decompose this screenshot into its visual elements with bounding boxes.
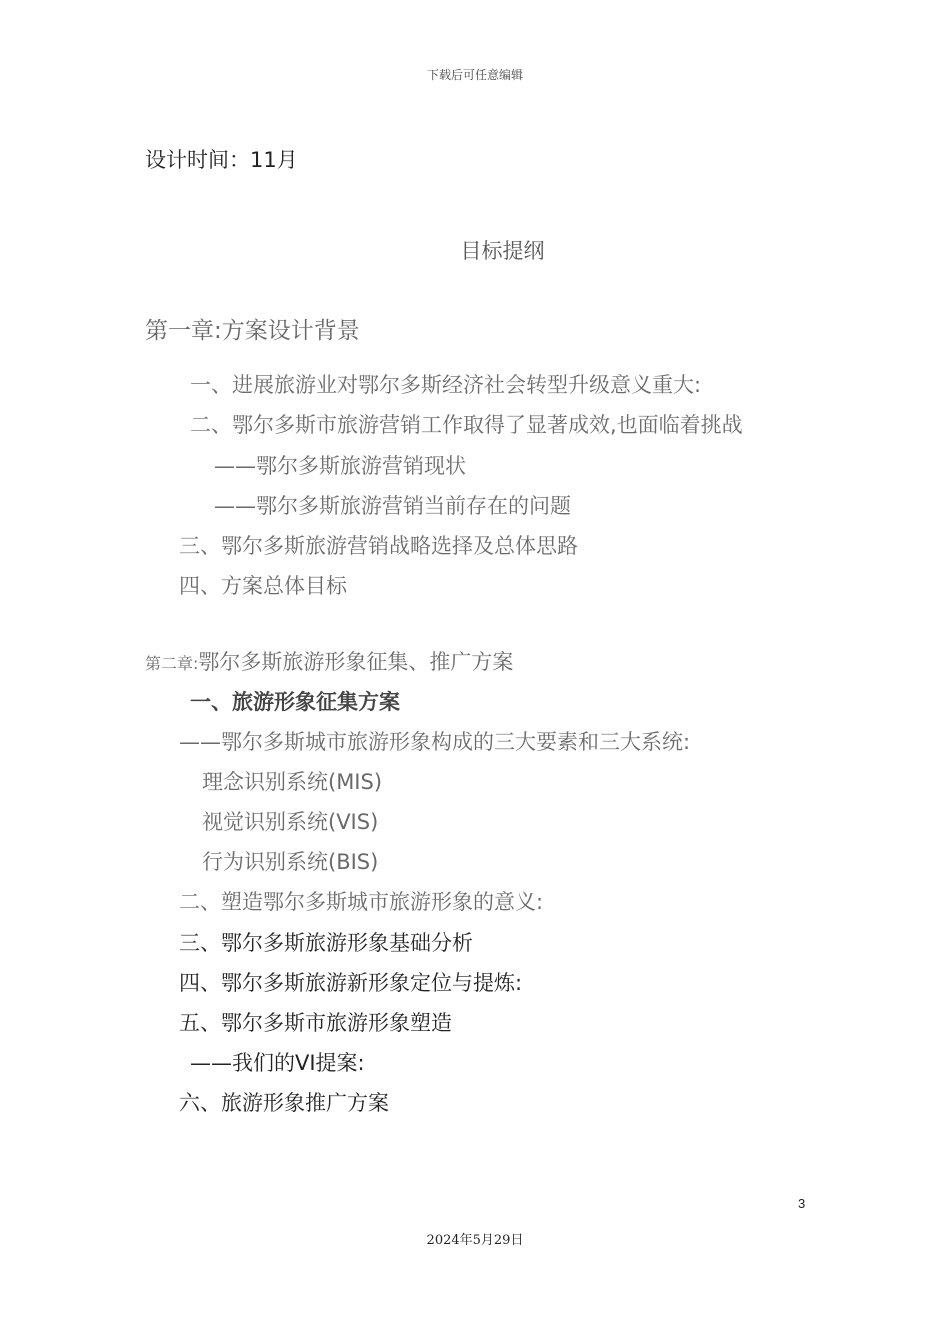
chapter1-title: 第一章:方案设计背景 [145, 318, 360, 344]
chapter2-item: 三、鄂尔多斯旅游形象基础分析 [179, 931, 473, 955]
chapter2-title-text: 鄂尔多斯旅游形象征集、推广方案 [198, 650, 514, 674]
design-time: 设计时间：11月 [145, 148, 298, 172]
page-footer-date: 2024年5月29日 [426, 1233, 524, 1248]
outline-title: 目标提纲 [460, 239, 545, 263]
page-header: 下载后可任意编辑 [426, 68, 523, 82]
chapter2-item: 一、旅游形象征集方案 [190, 690, 400, 714]
chapter2-subitem: ——鄂尔多斯城市旅游形象构成的三大要素和三大系统: [179, 730, 691, 754]
chapter2-system-item: 视觉识别系统(VIS) [202, 810, 379, 834]
chapter2-item: 二、塑造鄂尔多斯城市旅游形象的意义: [179, 890, 544, 914]
chapter1-subitem: ——鄂尔多斯旅游营销当前存在的问题 [214, 494, 571, 518]
chapter2-item: 六、旅游形象推广方案 [179, 1091, 389, 1115]
chapter1-item: 三、鄂尔多斯旅游营销战略选择及总体思路 [179, 534, 578, 558]
chapter2-subitem: ——我们的VI提案: [190, 1051, 365, 1075]
page-number: 3 [798, 1196, 806, 1211]
chapter2-item: 五、鄂尔多斯市旅游形象塑造 [179, 1011, 452, 1035]
chapter1-item: 四、方案总体目标 [179, 574, 347, 598]
chapter1-subitem: ——鄂尔多斯旅游营销现状 [214, 454, 466, 478]
chapter2-item: 四、鄂尔多斯旅游新形象定位与提炼: [179, 971, 523, 995]
chapter2-title [145, 646, 513, 676]
chapter2-title-prefix: 第二章: [145, 654, 199, 673]
chapter1-item: 一、进展旅游业对鄂尔多斯经济社会转型升级意义重大: [190, 373, 702, 397]
chapter2-system-item: 行为识别系统(BIS) [202, 850, 379, 874]
chapter1-item: 二、鄂尔多斯市旅游营销工作取得了显著成效,也面临着挑战 [190, 413, 743, 437]
chapter2-system-item: 理念识别系统(MIS) [202, 770, 383, 794]
